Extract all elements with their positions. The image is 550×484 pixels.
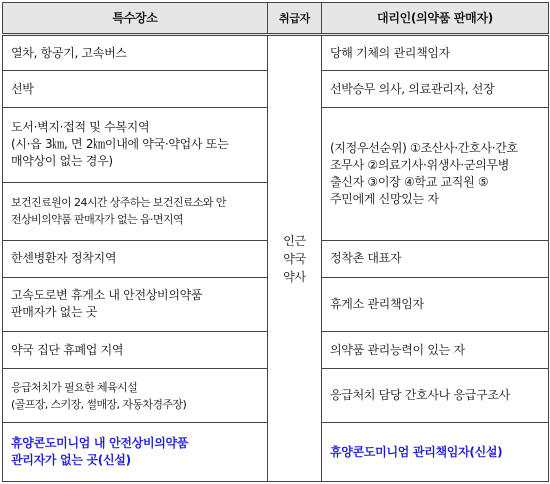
place-line: 응급처치가 필요한 체육시설	[11, 380, 138, 394]
place-cell	[3, 35, 268, 71]
agent-line: 출신자 ③이장 ④학교 교직원 ⑤	[330, 175, 489, 190]
place-line: 고속도로변 휴게소 내 안전상비의약품	[11, 288, 203, 303]
agent-line: (지정우선순위) ①조산사·간호사·간호	[330, 141, 518, 156]
place-line: 선박	[11, 81, 34, 96]
handler-line: 약국	[283, 251, 306, 266]
place-cell	[3, 107, 268, 182]
handler-line: 약사	[283, 269, 306, 284]
place-line: 도서·벽지·접적 및 수복지역	[11, 120, 150, 135]
agent-line: 당해 기체의 관리책임자	[330, 45, 450, 60]
agent-line: 휴양콘도미니엄 관리책임자(신설)	[330, 444, 503, 459]
agent-line: 정착촌 대표자	[330, 251, 402, 266]
agent-cell	[322, 368, 549, 423]
agent-cell	[322, 332, 549, 368]
place-cell	[3, 277, 268, 332]
place-cell	[3, 71, 268, 107]
place-line: 보건진료원이 24시간 상주하는 보건진료소와 안	[11, 196, 226, 210]
agent-cell	[322, 241, 549, 277]
agent-cell	[322, 277, 549, 332]
special-places-table	[2, 2, 549, 482]
agent-cell-merged	[322, 107, 549, 240]
place-line: 열차, 항공기, 고속버스	[11, 45, 127, 60]
handler-cell	[268, 35, 322, 482]
agent-line: 의약품 관리능력이 있는 자	[330, 342, 465, 357]
place-cell	[3, 332, 268, 368]
place-line: 휴양콘도미니엄 내 안전상비의약품	[11, 436, 189, 451]
place-line: 전상비의약품 판매자가 없는 읍·면지역	[11, 213, 184, 227]
table-row	[3, 35, 549, 71]
place-cell-new	[3, 423, 268, 482]
agent-line: 조무사 ②의료기사·위생사·군의무병	[330, 158, 510, 173]
place-line: 판매자가 없는 곳	[11, 305, 98, 320]
place-cell	[3, 241, 268, 277]
header-row	[3, 3, 549, 35]
place-line: 관리자가 없는 곳(신설)	[11, 453, 131, 468]
agent-cell	[322, 71, 549, 107]
agent-cell	[322, 35, 549, 71]
place-cell	[3, 182, 268, 241]
agent-cell-new	[322, 423, 549, 482]
header-place: 특수장소	[3, 3, 268, 35]
place-line: 한센병환자 정착지역	[11, 251, 117, 266]
place-line: (골프장, 스키장, 썰매장, 자동차경주장)	[11, 397, 187, 411]
place-line: 매약상이 없는 경우)	[11, 154, 113, 169]
agent-line: 주민에게 신망있는 자	[330, 192, 439, 207]
place-line: (시·읍 3㎞, 면 2㎞이내에 약국·약업사 또는	[11, 137, 229, 152]
place-line: 약국 집단 휴폐업 지역	[11, 342, 124, 357]
header-agent: 대리인(의약품 판매자)	[322, 3, 549, 35]
header-handler: 취급자	[268, 3, 322, 35]
agent-line: 선박승무 의사, 의료관리자, 선장	[330, 81, 495, 96]
handler-line: 인근	[283, 233, 306, 248]
agent-line: 휴게소 관리책임자	[330, 296, 424, 311]
document-table-wrapper	[2, 2, 548, 482]
place-cell	[3, 368, 268, 423]
agent-line: 응급처치 담당 간호사나 응급구조사	[330, 388, 510, 402]
